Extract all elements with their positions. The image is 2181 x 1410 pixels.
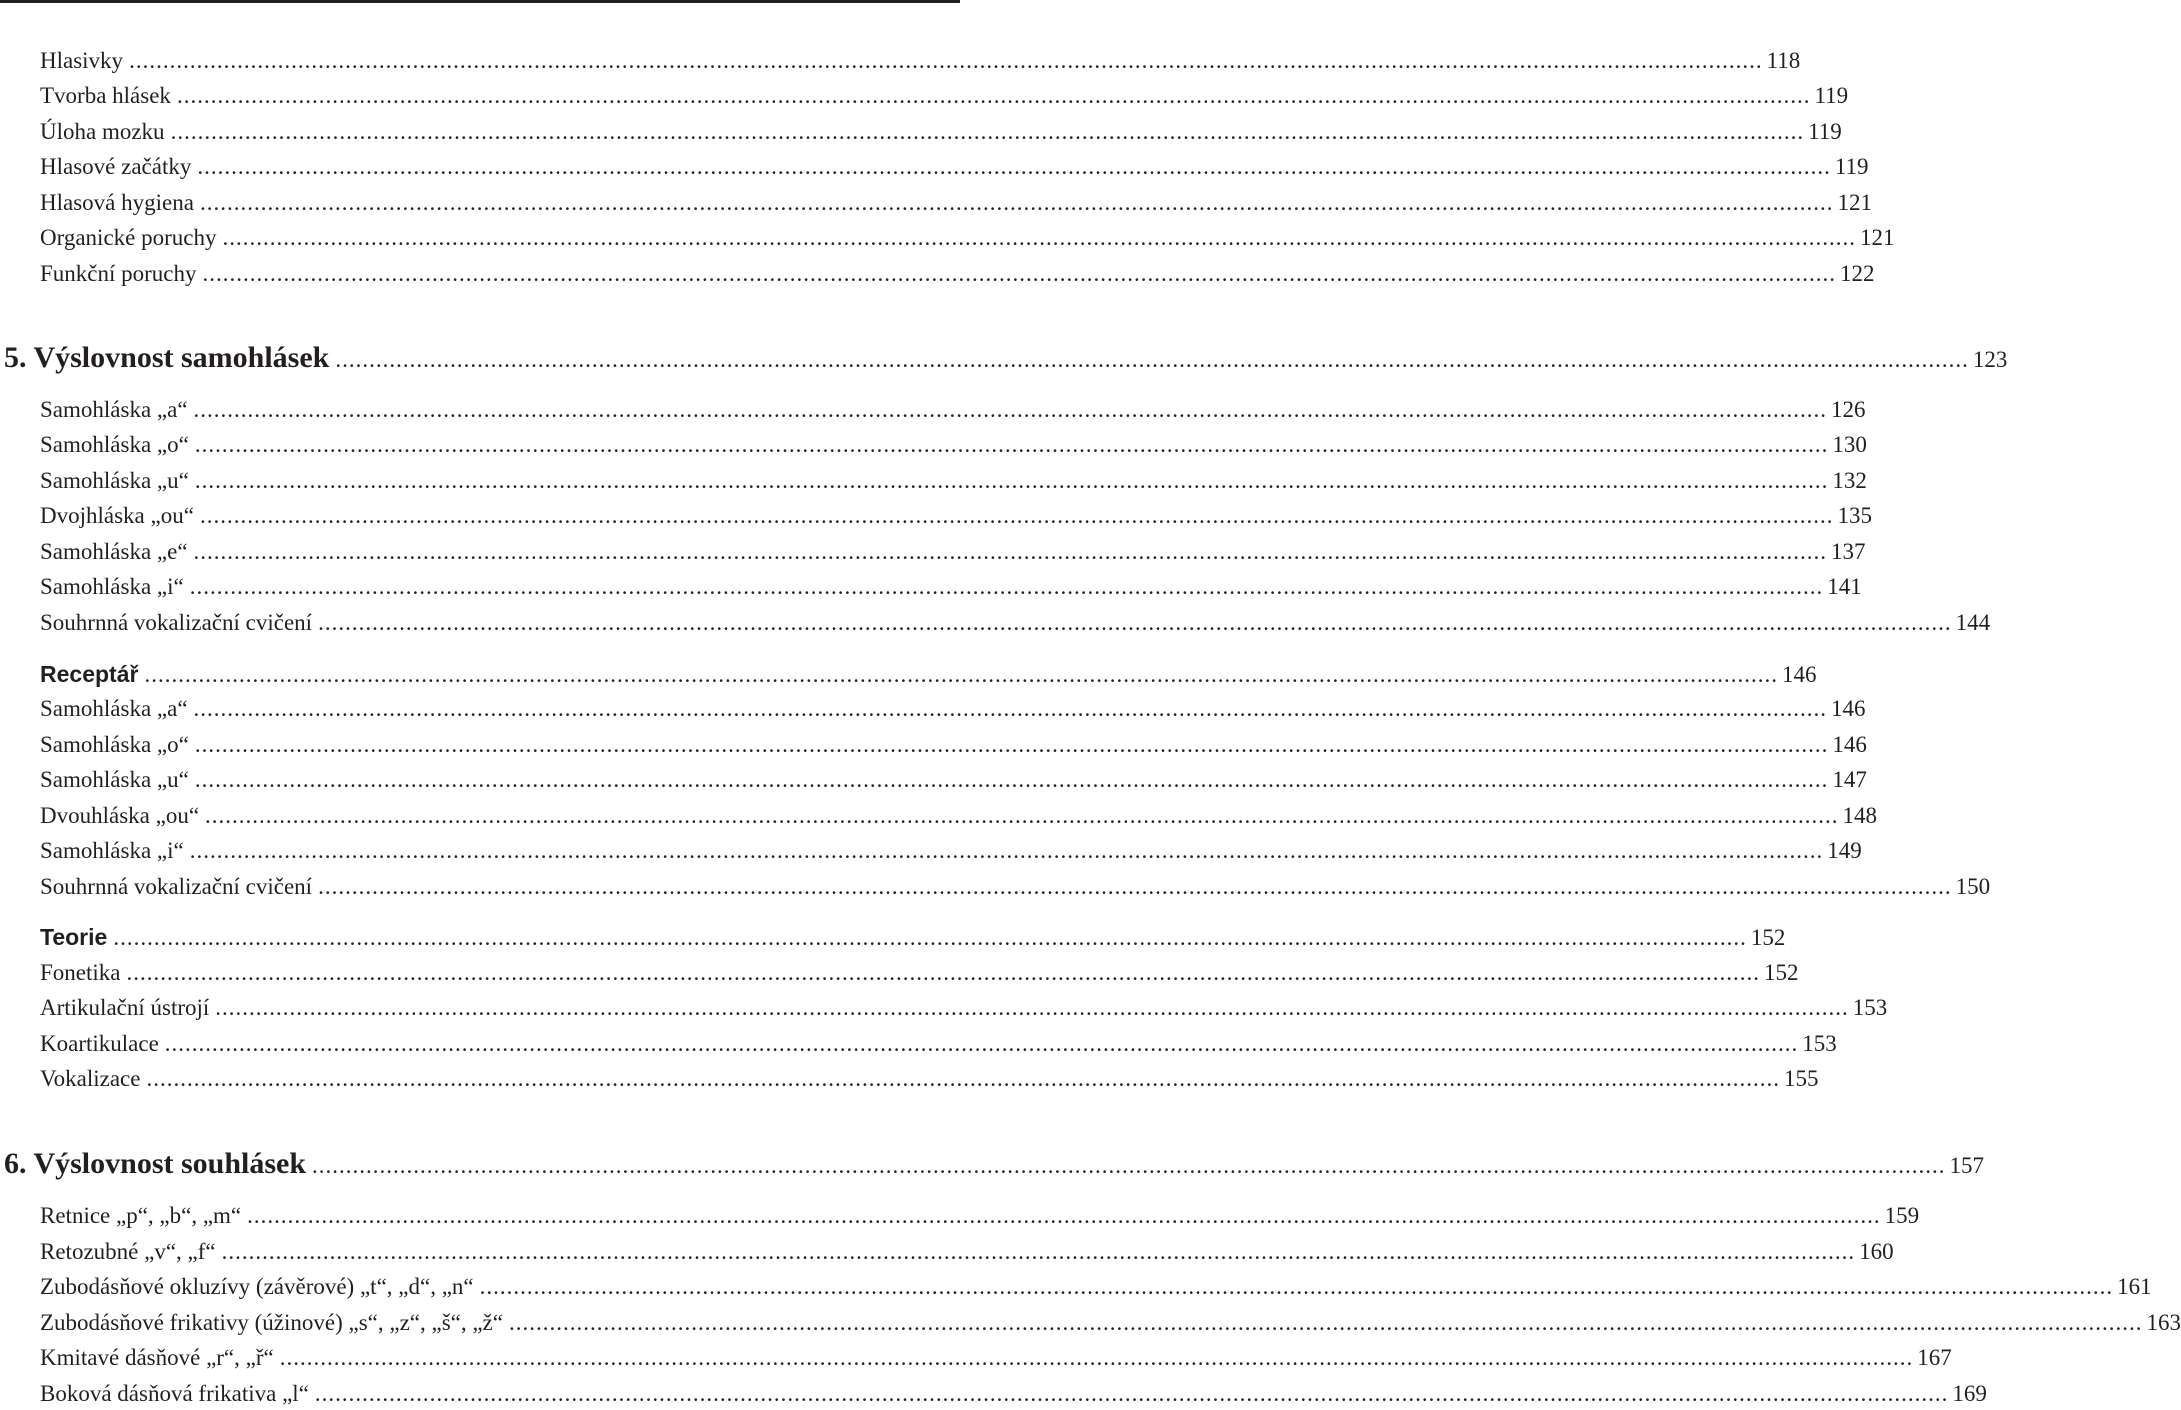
dot-leader: ..................................................................................................................................................................................................................................................	[113, 925, 1747, 950]
toc-entry	[40, 694, 1866, 724]
dot-leader: ..................................................................................................................................................................................................................................................	[189, 838, 1824, 863]
toc-entry	[40, 501, 1872, 531]
dot-leader: ..................................................................................................................................................................................................................................................	[194, 468, 1829, 493]
dot-leader: ..................................................................................................................................................................................................................................................	[194, 732, 1829, 757]
toc-entry-page: 141	[1827, 574, 1862, 599]
toc-entry-page: 152	[1764, 960, 1799, 985]
toc-entry	[40, 765, 1867, 795]
dot-leader: ..................................................................................................................................................................................................................................................	[189, 574, 1824, 599]
toc-entry	[40, 46, 1801, 76]
toc-entry-title: Hlasivky	[40, 48, 124, 73]
dot-leader: ..................................................................................................................................................................................................................................................	[314, 1381, 1949, 1406]
toc-entry-page: 146	[1831, 696, 1866, 721]
toc-entry-title: Souhrnná vokalizační cvičení	[40, 874, 313, 899]
dot-leader: ..................................................................................................................................................................................................................................................	[222, 225, 1856, 250]
toc-entry-title: Tvorba hlásek	[40, 83, 171, 108]
dot-leader: ..................................................................................................................................................................................................................................................	[279, 1345, 1914, 1370]
toc-entry-page: 119	[1808, 119, 1842, 144]
toc-entry-page: 163	[2146, 1310, 2181, 1335]
toc-entry	[40, 395, 1866, 425]
toc-chapter-title: 6. Výslovnost souhlásek	[4, 1147, 307, 1180]
dot-leader: ..................................................................................................................................................................................................................................................	[335, 347, 1969, 372]
dot-leader: ..................................................................................................................................................................................................................................................	[126, 960, 1760, 985]
toc-entry-title: Samohláska „a“	[40, 696, 188, 721]
toc-entry-page: 130	[1832, 432, 1867, 457]
dot-leader: ..................................................................................................................................................................................................................................................	[202, 261, 1837, 286]
toc-entry-page: 132	[1832, 468, 1867, 493]
toc-entry	[40, 1201, 1920, 1231]
dot-leader: ..................................................................................................................................................................................................................................................	[194, 432, 1829, 457]
toc-entry	[40, 117, 1842, 147]
dot-leader: ..................................................................................................................................................................................................................................................	[193, 696, 1828, 721]
top-rule	[0, 0, 960, 3]
dot-leader: ..................................................................................................................................................................................................................................................	[193, 397, 1828, 422]
toc-entry-title: Dvojhláska „ou“	[40, 503, 194, 528]
dot-leader: ..................................................................................................................................................................................................................................................	[164, 1031, 1799, 1056]
toc-entry-title: Úloha mozku	[40, 119, 165, 144]
dot-leader: ..................................................................................................................................................................................................................................................	[193, 539, 1828, 564]
toc-entry	[40, 430, 1867, 460]
toc-entry-title: Retnice „p“, „b“, „m“	[40, 1203, 242, 1228]
toc-entry	[40, 1272, 2152, 1302]
toc-entry-page: 135	[1837, 503, 1872, 528]
toc-entry-title: Funkční poruchy	[40, 261, 197, 286]
toc-entry-title: Koartikulace	[40, 1031, 159, 1056]
toc-entry-title: Samohláska „o“	[40, 732, 189, 757]
toc-entry	[40, 872, 1991, 902]
dot-leader: ..................................................................................................................................................................................................................................................	[199, 190, 1834, 215]
toc-entry	[40, 572, 1862, 602]
toc-entry-page: 119	[1814, 83, 1849, 108]
dot-leader: ..................................................................................................................................................................................................................................................	[318, 610, 1952, 635]
toc-chapter-title: 5. Výslovnost samohlásek	[4, 341, 330, 374]
toc-entry-page: 121	[1837, 190, 1872, 215]
dot-leader: ..................................................................................................................................................................................................................................................	[205, 803, 1839, 828]
toc-entry-page: 146	[1832, 732, 1867, 757]
toc-entry-page: 161	[2117, 1274, 2152, 1299]
dot-leader: ..................................................................................................................................................................................................................................................	[170, 119, 1805, 144]
dot-leader: ..................................................................................................................................................................................................................................................	[199, 503, 1834, 528]
toc-entry	[40, 958, 1799, 988]
toc-entry-page: 118	[1766, 48, 1801, 73]
dot-leader: ..................................................................................................................................................................................................................................................	[221, 1239, 1856, 1264]
dot-leader: ..................................................................................................................................................................................................................................................	[247, 1203, 1881, 1228]
toc-entry-title: Fonetika	[40, 960, 121, 985]
toc-entry-title: Zubodásňové okluzívy (závěrové) „t“, „d“, „n“	[40, 1274, 474, 1299]
toc-section-heading	[40, 922, 1786, 952]
toc-chapter-page: 123	[1972, 347, 2008, 372]
toc-entry-title: Samohláska „u“	[40, 468, 189, 493]
toc-entry-title: Hlasová hygiena	[40, 190, 194, 215]
dot-leader: ..................................................................................................................................................................................................................................................	[129, 48, 1763, 73]
toc-section-page: 146	[1781, 662, 1817, 687]
toc-entry	[40, 836, 1862, 866]
toc-entry	[40, 259, 1875, 289]
toc-entry-title: Dvouhláska „ou“	[40, 803, 200, 828]
toc-entry	[40, 730, 1867, 760]
toc-entry-page: 150	[1955, 874, 1991, 899]
toc-entry	[40, 188, 1872, 218]
toc-entry-title: Souhrnná vokalizační cvičení	[40, 610, 313, 635]
dot-leader: ..................................................................................................................................................................................................................................................	[194, 767, 1829, 792]
toc-entry	[40, 537, 1866, 567]
toc-entry-title: Artikulační ústrojí	[40, 995, 210, 1020]
toc-entry-page: 155	[1783, 1066, 1819, 1091]
toc-section-title: Receptář	[40, 661, 139, 687]
toc-entry-page: 148	[1842, 803, 1878, 828]
toc-entry-title: Samohláska „i“	[40, 838, 184, 863]
toc-entry-title: Retozubné „v“, „f“	[40, 1239, 216, 1264]
toc-entry-page: 169	[1952, 1381, 1987, 1406]
toc-entry-page: 153	[1852, 995, 1888, 1020]
toc-chapter-heading	[4, 1144, 1985, 1184]
toc-entry	[40, 152, 1869, 182]
toc-entry-title: Samohláska „a“	[40, 397, 188, 422]
toc-entry-page: 153	[1802, 1031, 1837, 1056]
dot-leader: ..................................................................................................................................................................................................................................................	[215, 995, 1849, 1020]
toc-entry-title: Kmitavé dásňové „r“, „ř“	[40, 1345, 274, 1370]
toc-chapter-heading	[4, 338, 2008, 378]
toc-entry-page: 121	[1860, 225, 1895, 250]
toc-section-title: Teorie	[40, 924, 108, 950]
toc-section-heading	[40, 659, 1817, 689]
toc-entry	[40, 466, 1867, 496]
toc-entry-page: 126	[1831, 397, 1866, 422]
dot-leader: ..................................................................................................................................................................................................................................................	[176, 83, 1811, 108]
toc-entry-title: Vokalizace	[40, 1066, 141, 1091]
toc-entry-title: Samohláska „o“	[40, 432, 189, 457]
toc-entry	[40, 801, 1878, 831]
toc-entry-title: Organické poruchy	[40, 225, 217, 250]
dot-leader: ..................................................................................................................................................................................................................................................	[318, 874, 1952, 899]
toc-entry	[40, 1308, 2181, 1338]
toc-entry-page: 122	[1840, 261, 1875, 286]
toc-entry	[40, 1029, 1837, 1059]
toc-entry-page: 160	[1859, 1239, 1894, 1264]
dot-leader: ..................................................................................................................................................................................................................................................	[197, 154, 1831, 179]
toc-entry	[40, 81, 1849, 111]
toc-entry-title: Hlasové začátky	[40, 154, 192, 179]
toc-entry-page: 119	[1834, 154, 1869, 179]
toc-entry	[40, 1237, 1894, 1267]
toc-entry-page: 149	[1827, 838, 1862, 863]
toc-entry-page: 137	[1831, 539, 1866, 564]
toc-entry-page: 147	[1832, 767, 1867, 792]
dot-leader: ..................................................................................................................................................................................................................................................	[508, 1310, 2143, 1335]
toc-section-page: 152	[1750, 925, 1786, 950]
toc-entry	[40, 1379, 1987, 1409]
toc-entry	[40, 1064, 1819, 1094]
toc-entry	[40, 608, 1991, 638]
toc-entry-page: 167	[1917, 1345, 1952, 1370]
dot-leader: ..................................................................................................................................................................................................................................................	[144, 662, 1778, 687]
toc-entry	[40, 223, 1895, 253]
toc-entry-title: Samohláska „e“	[40, 539, 188, 564]
toc-entry	[40, 993, 1888, 1023]
toc-entry-page: 144	[1955, 610, 1991, 635]
toc-entry-title: Zubodásňové frikativy (úžinové) „s“, „z“, „š“, „ž“	[40, 1310, 503, 1335]
toc-entry	[40, 1343, 1952, 1373]
toc-chapter-page: 157	[1949, 1153, 1985, 1178]
dot-leader: ..................................................................................................................................................................................................................................................	[146, 1066, 1780, 1091]
toc-entry-page: 159	[1884, 1203, 1920, 1228]
dot-leader: ..................................................................................................................................................................................................................................................	[312, 1153, 1946, 1178]
toc-entry-title: Samohláska „u“	[40, 767, 189, 792]
toc-entry-title: Samohláska „i“	[40, 574, 184, 599]
dot-leader: ..................................................................................................................................................................................................................................................	[479, 1274, 2114, 1299]
toc-entry-title: Boková dásňová frikativa „l“	[40, 1381, 309, 1406]
